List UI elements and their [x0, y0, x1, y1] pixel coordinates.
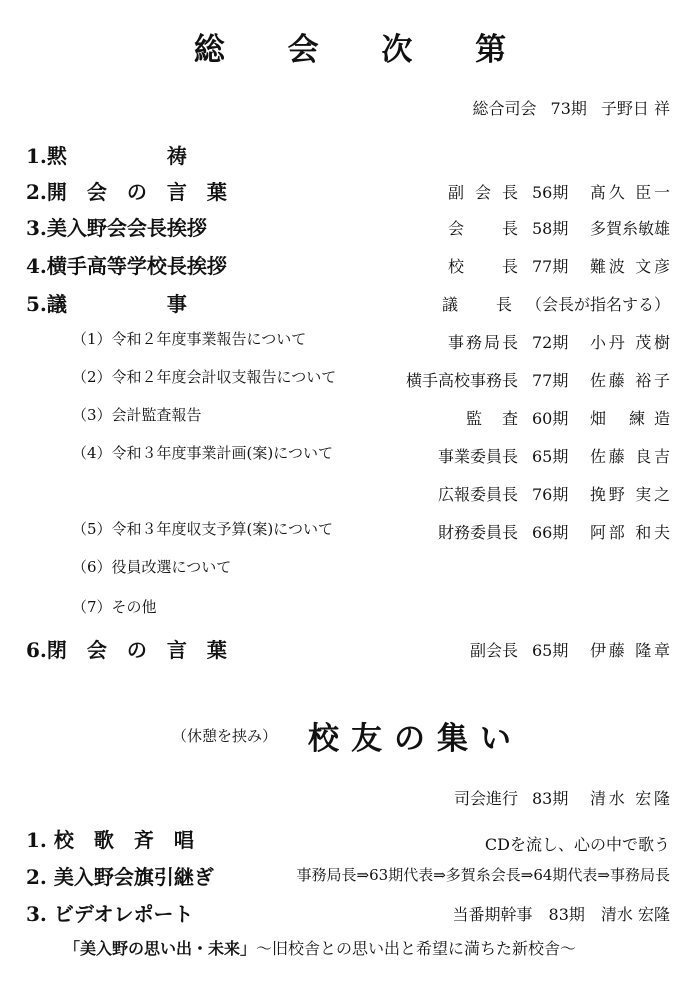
role-name: 多賀糸敏雄 [590, 219, 671, 238]
role-term: 77期 [532, 371, 569, 390]
section-item-note: 当番期幹事 83期 清水 宏隆 [452, 905, 670, 924]
role-title: 財務委員長 [437, 523, 518, 542]
role-title: 校長 [448, 257, 518, 276]
emcee-role: 司会進行 [453, 789, 518, 808]
role-name: 小丹 茂樹 [590, 333, 670, 352]
emcee-role: 総合司会 [472, 99, 537, 118]
subitem-role-row [406, 368, 670, 391]
role-name: 畑 練造 [590, 409, 670, 428]
role-term: 65期 [532, 641, 569, 660]
section-item-note: 事務局長⇒63期代表⇒多賀糸会長⇒64期代表⇒事務局長 [296, 866, 670, 884]
page-title: 総 会 次 第 [193, 32, 533, 68]
agenda-item: 5.議 事 [26, 292, 187, 316]
role-term: 66期 [532, 523, 569, 542]
role-term: 65期 [532, 447, 569, 466]
break-label: （休憩を挟み） [172, 727, 278, 745]
role-title: 副会長 [469, 641, 518, 660]
subitem-role-row [438, 482, 670, 505]
role-name: 挽野 実之 [590, 485, 670, 504]
subitem-role-row [438, 444, 670, 467]
agenda-item: 6.閉 会 の 言 葉 [26, 638, 227, 662]
agenda-role-row [442, 292, 670, 315]
role-term: 72期 [532, 333, 569, 352]
subitem: （6）役員改選について [72, 558, 232, 576]
subitem: （1）令和２年度事業報告について [72, 330, 307, 348]
agenda-item: 2.開 会 の 言 葉 [26, 180, 227, 204]
role-name: 佐藤 裕子 [590, 371, 670, 390]
role-title: 横手高校事務長 [405, 371, 518, 390]
emcee-name: 子野日 祥 [600, 99, 670, 118]
role-title: 広報委員長 [437, 485, 518, 504]
role-term: 60期 [532, 409, 569, 428]
role-title: 議長 [441, 295, 512, 314]
video-theme [64, 936, 576, 959]
subitem-role-row [466, 406, 670, 429]
agenda-item: 3.美入野会会長挨拶 [26, 216, 207, 240]
subitem: （3）会計監査報告 [72, 406, 202, 424]
role-title: 副会長 [448, 183, 518, 202]
role-title: 監査 [466, 409, 518, 428]
subitem-role-row [438, 520, 670, 543]
agenda-role-row [448, 180, 670, 203]
emcee-name: 清水 宏隆 [590, 789, 670, 808]
section-item-note: CDを流し、心の中で歌う [484, 835, 670, 854]
agenda-item: 1.黙 祷 [26, 144, 187, 168]
role-name: 難波 文彦 [590, 257, 670, 276]
general-emcee [473, 96, 670, 119]
section-item: 2. 美入野会旗引継ぎ [26, 865, 214, 889]
role-name: 阿部 和夫 [590, 523, 670, 542]
role-term: 77期 [532, 257, 569, 276]
role-term: 58期 [532, 219, 569, 238]
agenda-item: 4.横手高等学校長挨拶 [26, 254, 227, 278]
role-term: 56期 [532, 183, 569, 202]
closing-role-row [470, 638, 670, 661]
agenda-role-row [448, 254, 670, 277]
subitem-role-row [448, 330, 670, 353]
video-theme-title: 「美入野の思い出・未来」 [64, 939, 257, 958]
subitem: （2）令和２年度会計収支報告について [72, 368, 337, 386]
emcee-term: 73期 [550, 99, 587, 118]
emcee-term: 83期 [532, 789, 569, 808]
role-title: 事務局長 [448, 333, 518, 352]
role-title: 事業委員長 [437, 447, 518, 466]
section-emcee [454, 786, 670, 809]
section-item: 3. ビデオレポート [26, 902, 194, 926]
role-title: 会長 [448, 219, 518, 238]
video-theme-subtitle: ～旧校舎との思い出と希望に満ちた新校舎～ [256, 939, 577, 958]
section-title: 校友の集い [308, 721, 523, 757]
role-name: （会長が指名する） [525, 295, 670, 314]
agenda-role-row [448, 216, 670, 239]
subitem: （4）令和３年度事業計画(案)について [72, 444, 333, 462]
section-item: 1. 校 歌 斉 唱 [26, 828, 194, 852]
subitem: （7）その他 [72, 598, 157, 616]
role-name: 髙久 臣一 [590, 183, 670, 202]
subitem: （5）令和３年度収支予算(案)について [72, 520, 333, 538]
role-term: 76期 [532, 485, 569, 504]
role-name: 佐藤 良吉 [590, 447, 670, 466]
role-name: 伊藤 隆章 [590, 641, 670, 660]
